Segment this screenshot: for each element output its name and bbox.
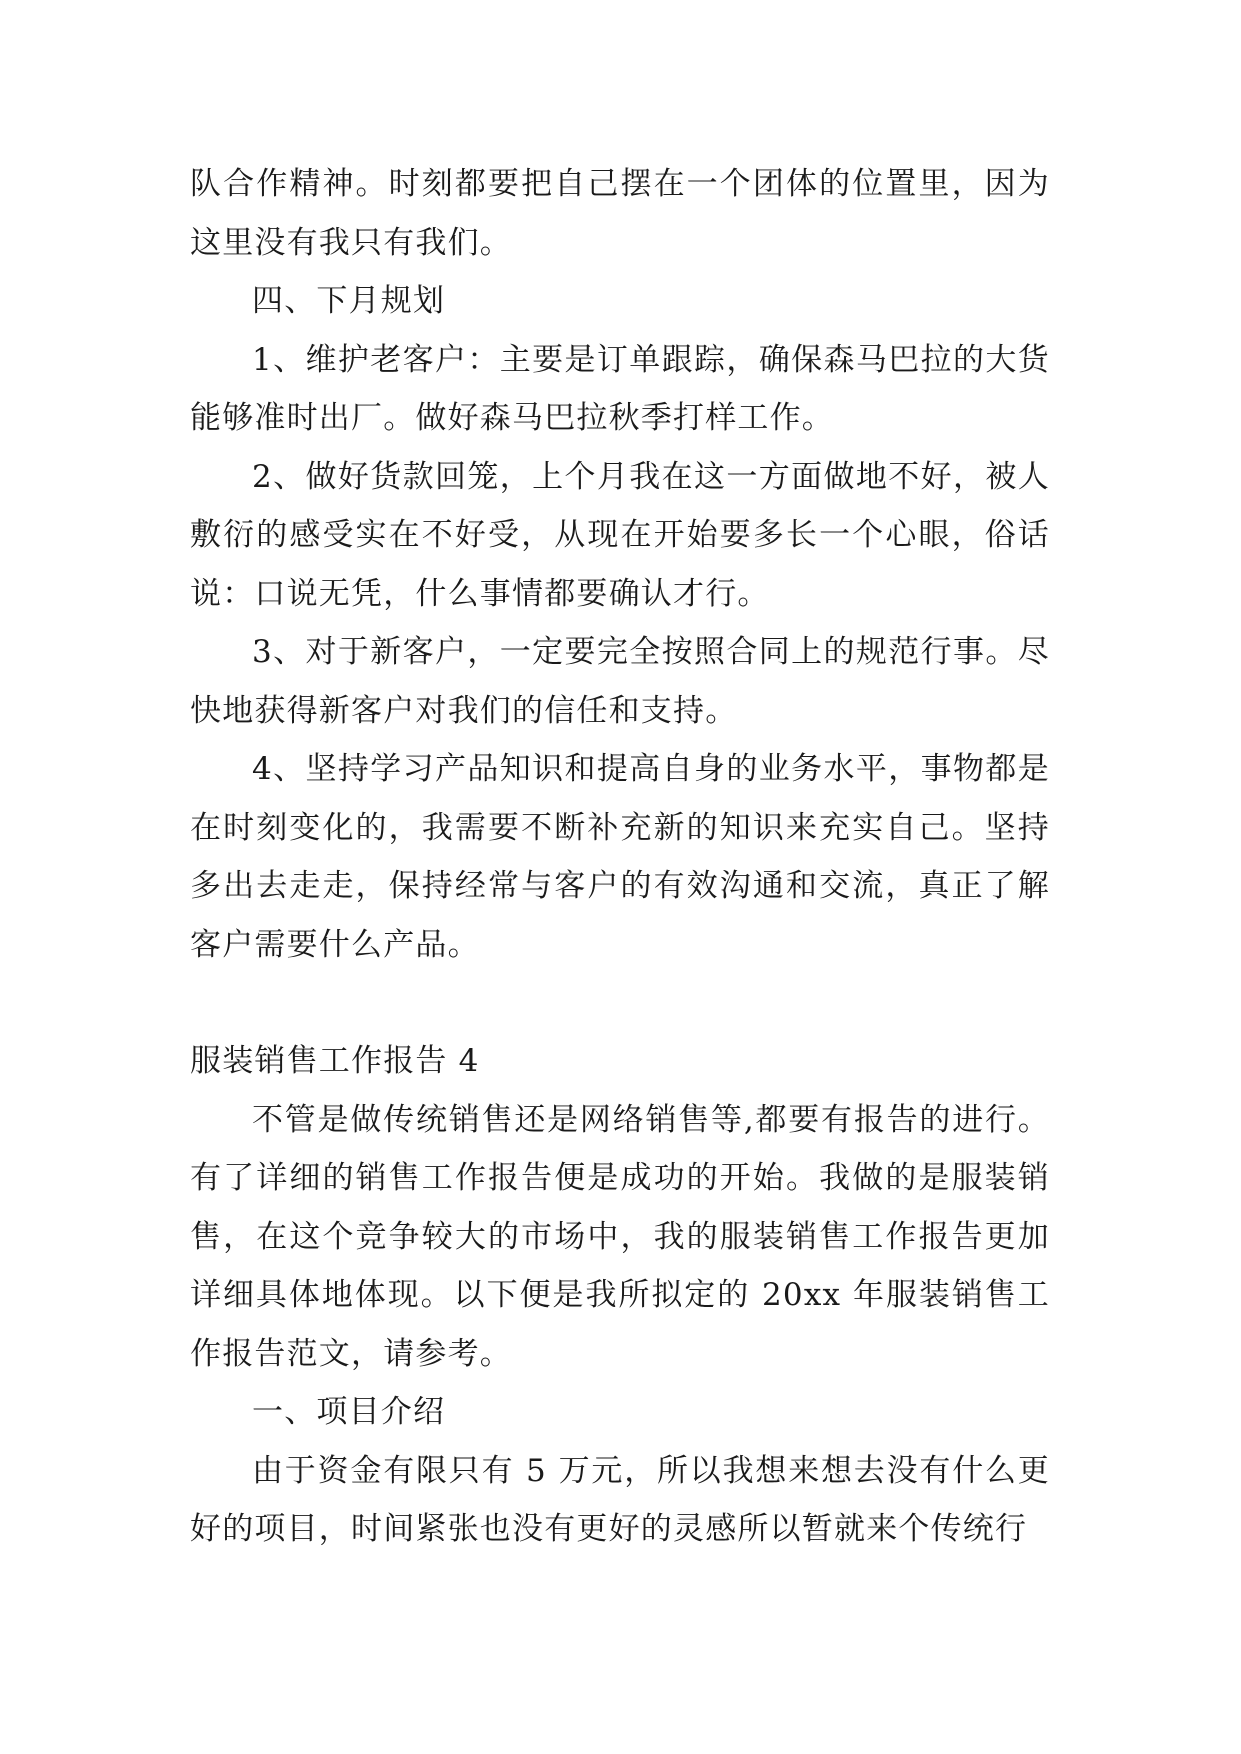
plan-item-4: 4、坚持学习产品知识和提高自身的业务水平，事物都是在时刻变化的，我需要不断补充新的知识来充实自己。坚持多出去走走，保持经常与客户的有效沟通和交流，真正了解客户需要什么产品。 <box>190 751 1050 963</box>
plan-item-1: 1、维护老客户：主要是订单跟踪，确保森马巴拉的大货能够准时出厂。做好森马巴拉秋季打样工作。 <box>190 341 1050 436</box>
document-body <box>190 155 1050 1559</box>
section-heading-next-month-plan: 四、下月规划 <box>252 283 446 319</box>
plan-item-2: 2、做好货款回笼，上个月我在这一方面做地不好，被人敷衍的感受实在不好受，从现在开始要多长一个心眼，俗话说：口说无凭，什么事情都要确认才行。 <box>190 458 1050 612</box>
paragraph-continuation: 队合作精神。时刻都要把自己摆在一个团体的位置里，因为这里没有我只有我们。 <box>190 166 1050 261</box>
section-heading-project-intro: 一、项目介绍 <box>252 1394 446 1430</box>
project-intro-paragraph: 由于资金有限只有 5 万元，所以我想来想去没有什么更好的项目，时间紧张也没有更好的灵感所以暂就来个传统行 <box>190 1452 1050 1547</box>
report-title: 服装销售工作报告 4 <box>190 1043 480 1079</box>
plan-item-3: 3、对于新客户，一定要完全按照合同上的规范行事。尽快地获得新客户对我们的信任和支持。 <box>190 634 1050 729</box>
report-intro-paragraph: 不管是做传统销售还是网络销售等,都要有报告的进行。有了详细的销售工作报告便是成功的开始。我做的是服装销售，在这个竞争较大的市场中，我的服装销售工作报告更加详细具体地体现。以下便是我所拟定的 20xx 年服装销售工作报告范文，请参考。 <box>190 1101 1050 1372</box>
